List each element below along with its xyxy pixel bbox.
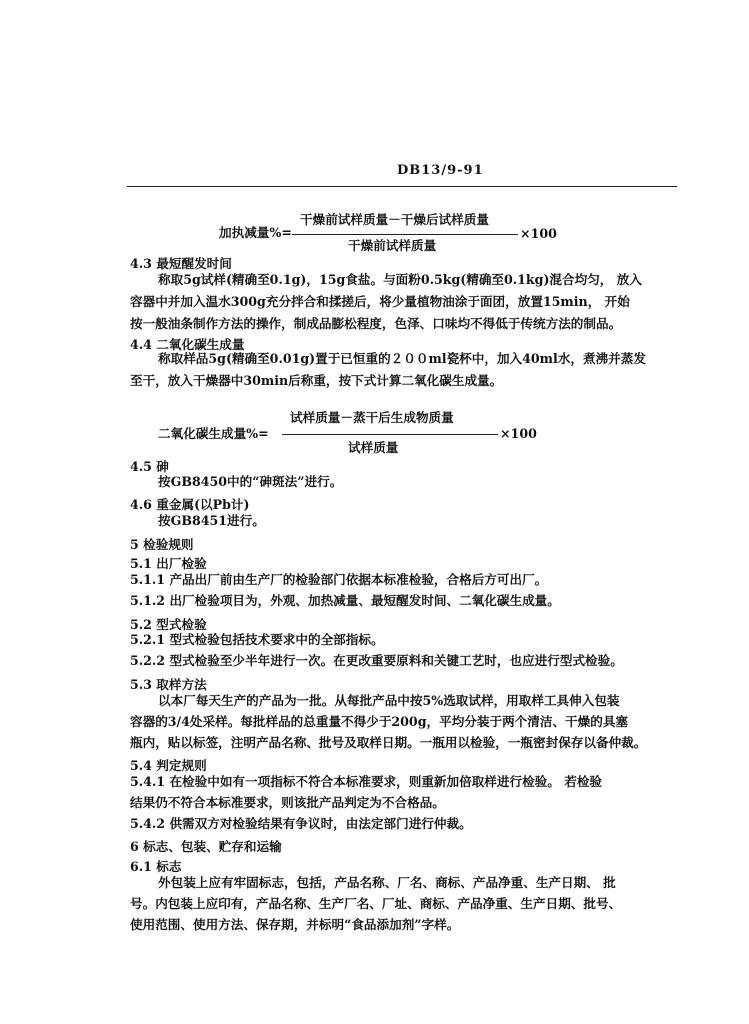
section-5-4-title: 5.4 判定规则 <box>130 758 207 773</box>
formula2-lhs: 二氧化碳生成量%= <box>158 426 269 441</box>
section-4-4-title: 4.4 二氧化碳生成量 <box>130 337 245 352</box>
s4-3-line3: 按一般油条制作方法的操作，制成品膨松程度，色泽、口味均不得低于传统方法的制品。 <box>130 316 622 331</box>
s5-4-1-line2: 结果仍不符合本标准要求，则该批产品判定为不合格品。 <box>130 795 445 810</box>
s5-3-line2: 容器的3/4处采样。每批样品的总重量不得少于200g，平均分装于两个清洁、干燥的具塞 <box>130 714 629 729</box>
s5-4-1-line1: 5.4.1 在检验中如有一项指标不符合本标准要求，则重新加倍取样进行检验。 若检验 <box>130 774 603 789</box>
s5-2-2: 5.2.2 型式检验至少半年进行一次。在更改重要原料和关键工艺时，也应进行型式检验。 <box>130 653 623 668</box>
section-5-2-title: 5.2 型式检验 <box>130 617 207 632</box>
formula1-lhs: 加执减量%= <box>219 225 292 240</box>
s4-3-line1: 称取5g试样(精确至0.1g)，15g食盐。与面粉0.5kg(精确至0.1kg)混合均匀， 放入 <box>158 272 642 287</box>
s4-3-line2: 容器中并加入温水300g充分拌合和揉搓后，将少量植物油涂于面团，放置15min， 开始 <box>130 294 630 309</box>
section-4-5-title: 4.5 砷 <box>130 459 169 474</box>
formula1-numerator: 干燥前试样质量－干燥后试样质量 <box>300 212 489 227</box>
section-6-title: 6 标志、包装、贮存和运输 <box>130 839 282 854</box>
section-5-title: 5 检验规则 <box>130 537 194 552</box>
section-6-1-title: 6.1 标志 <box>130 859 182 874</box>
formula1-fraction-bar <box>292 234 518 235</box>
s6-1-line3: 使用范围、使用方法、保存期，并标明“食品添加剂”字样。 <box>130 917 460 932</box>
formula2-numerator: 试样质量－蒸干后生成物质量 <box>290 410 454 425</box>
section-4-3-title: 4.3 最短醒发时间 <box>130 256 232 271</box>
section-5-3-title: 5.3 取样方法 <box>130 677 207 692</box>
s4-6-line1: 按GB8451进行。 <box>158 513 265 528</box>
header-rule <box>127 186 677 187</box>
page-header: DB13/9-91 <box>397 163 484 178</box>
s5-3-line1: 以本厂每天生产的产品为一批。从每批产品中按5%选取试样，用取样工具伸入包装 <box>158 693 620 708</box>
s4-5-line1: 按GB8450中的“砷斑法”进行。 <box>158 474 343 489</box>
formula2-fraction-bar <box>282 434 498 435</box>
section-5-1-title: 5.1 出厂检验 <box>130 556 207 571</box>
s4-4-line2: 至干，放入干燥器中30min后称重，按下式计算二氧化碳生成量。 <box>130 373 503 388</box>
s4-4-line1: 称取样品5g(精确至0.01g)置于已恒重的２００ml瓷杯中，加入40ml水，煮沸并蒸发 <box>158 351 646 366</box>
s6-1-line2: 号。内包装上应印有，产品名称、生产厂名、厂址、商标、产品净重、生产日期、批号、 <box>130 896 622 911</box>
formula1-denominator: 干燥前试样质量 <box>348 238 437 253</box>
s5-3-line3: 瓶内，贴以标签，注明产品名称、批号及取样日期。一瓶用以检验，一瓶密封保存以备仲裁。 <box>130 735 647 750</box>
s5-1-1: 5.1.1 产品出厂前由生产厂的检验部门依据本标准检验，合格后方可出厂。 <box>130 572 548 587</box>
formula1-factor: ×100 <box>520 226 557 241</box>
s5-4-2: 5.4.2 供需双方对检验结果有争议时，由法定部门进行仲裁。 <box>130 816 472 831</box>
s6-1-line1: 外包装上应有牢固标志，包括，产品名称、厂名、商标、产品净重、生产日期、 批 <box>158 875 616 890</box>
s5-1-2: 5.1.2 出厂检验项目为，外观、加热减量、最短醒发时间、二氧化碳生成量。 <box>130 593 560 608</box>
section-4-6-title: 4.6 重金属(以Pb计) <box>130 497 250 512</box>
formula2-denominator: 试样质量 <box>348 440 399 455</box>
s5-2-1: 5.2.1 型式检验包括技术要求中的全部指标。 <box>130 632 384 647</box>
formula2-factor: ×100 <box>500 426 537 441</box>
